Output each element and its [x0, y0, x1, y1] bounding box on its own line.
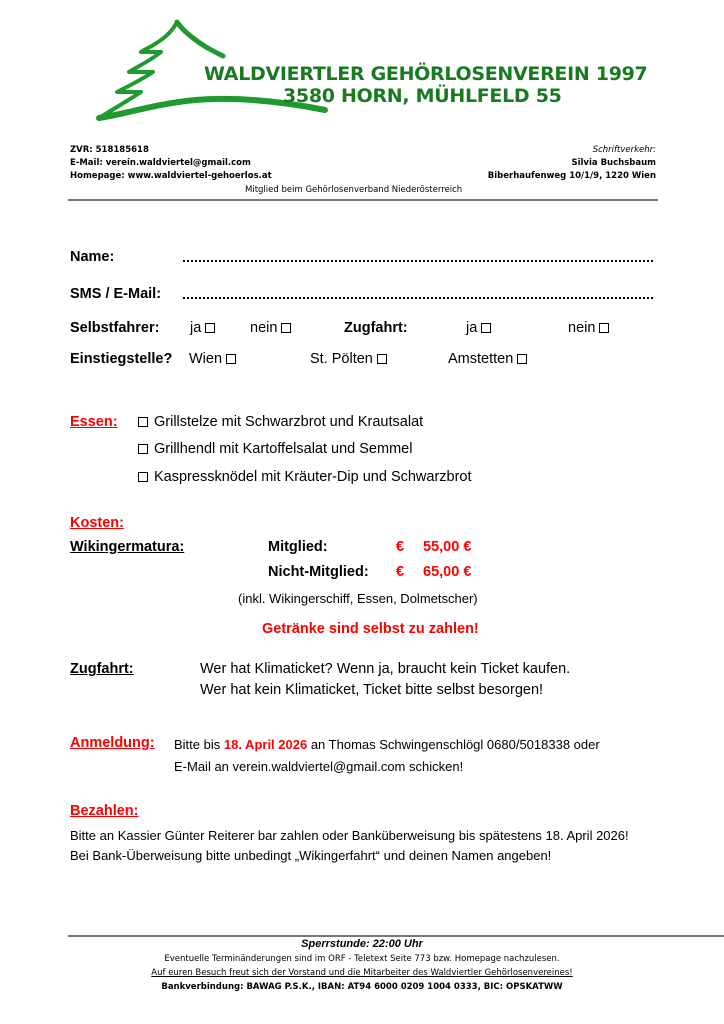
- option-label: ja: [466, 320, 478, 336]
- membership-note: Mitglied beim Gehörlosenverband Niederösterreich: [245, 185, 463, 195]
- anmeldung-line-1: [174, 737, 600, 752]
- checkbox[interactable]: [281, 323, 291, 333]
- wikingermatura-label: Wikingermatura:: [70, 539, 185, 555]
- schedule-changes-note: Eventuelle Terminänderungen sind im ORF - Teletext Seite 773 bzw. Homepage nachzulesen.: [164, 954, 560, 964]
- zugfahrt-ja-option[interactable]: [466, 320, 491, 336]
- checkbox[interactable]: [377, 354, 387, 364]
- bank-details: Bankverbindung: BAWAG P.S.K., IBAN: AT94 6000 0209 1004 0333, BIC: OPSKATWW: [161, 982, 563, 992]
- welcome-note: Auf euren Besuch freut sich der Vorstand und die Mitarbeiter des Waldviertler Gehörlosenvereines!: [151, 968, 573, 978]
- option-label: Grillhendl mit Kartoffelsalat und Semmel: [154, 441, 413, 457]
- nonmember-price: 65,00 €: [423, 564, 472, 580]
- einstieg-amstetten-option[interactable]: [448, 351, 527, 367]
- correspondence-label: Schriftverkehr:: [592, 145, 656, 155]
- curfew-note: Sperrstunde: 22:00 Uhr: [301, 938, 423, 950]
- correspondence-address: Biberhaufenweg 10/1/9, 1220 Wien: [487, 171, 656, 181]
- anmeldung-line-2: E-Mail an verein.waldviertel@gmail.com schicken!: [174, 759, 464, 774]
- member-label: Mitglied:: [268, 539, 328, 555]
- anmeldung-label: Anmeldung:: [70, 735, 155, 751]
- checkbox[interactable]: [481, 323, 491, 333]
- essen-option[interactable]: [138, 441, 412, 457]
- einstieg-stpoelten-option[interactable]: [310, 351, 387, 367]
- club-name: WALDVIERTLER GEHÖRLOSENVEREIN 1997: [204, 63, 648, 85]
- drinks-note: Getränke sind selbst zu zahlen!: [262, 621, 479, 637]
- selbstfahrer-ja-option[interactable]: [190, 320, 215, 336]
- header-divider: [68, 199, 658, 201]
- contact-field[interactable]: [183, 297, 653, 299]
- zugfahrt-form-label: Zugfahrt:: [344, 320, 408, 336]
- essen-option[interactable]: [138, 469, 472, 485]
- anmeldung-contact: an Thomas Schwingenschlögl 0680/5018338 oder: [307, 737, 600, 752]
- essen-label: Essen:: [70, 414, 118, 430]
- bezahlen-line-2: Bei Bank-Überweisung bitte unbedingt „Wikingerfahrt“ und deinen Namen angeben!: [70, 848, 552, 863]
- option-label: nein: [568, 320, 596, 336]
- zugfahrt-line-1: Wer hat Klimaticket? Wenn ja, braucht kein Ticket kaufen.: [200, 661, 571, 677]
- nonmember-label: Nicht-Mitglied:: [268, 564, 369, 580]
- name-field[interactable]: [183, 260, 653, 262]
- name-label: Name:: [70, 249, 115, 265]
- contact-label: SMS / E-Mail:: [70, 286, 162, 302]
- member-price: 55,00 €: [423, 539, 472, 555]
- option-label: Amstetten: [448, 351, 514, 367]
- price-includes-note: (inkl. Wikingerschiff, Essen, Dolmetscher): [238, 591, 478, 606]
- bezahlen-line-1: Bitte an Kassier Günter Reiterer bar zahlen oder Banküberweisung bis spätestens 18. April 2026!: [70, 828, 629, 843]
- einstieg-wien-option[interactable]: [189, 351, 236, 367]
- zvr-number: ZVR: 518185618: [70, 145, 149, 155]
- checkbox[interactable]: [138, 472, 148, 482]
- option-label: Kaspressknödel mit Kräuter-Dip und Schwarzbrot: [154, 469, 472, 485]
- option-label: Wien: [189, 351, 223, 367]
- checkbox[interactable]: [226, 354, 236, 364]
- contact-email[interactable]: E-Mail: verein.waldviertel@gmail.com: [70, 158, 251, 168]
- member-currency: €: [396, 539, 405, 555]
- option-label: nein: [250, 320, 278, 336]
- footer-divider: [68, 935, 724, 937]
- zugfahrt-line-2: Wer hat kein Klimaticket, Ticket bitte selbst besorgen!: [200, 682, 544, 698]
- selbstfahrer-label: Selbstfahrer:: [70, 320, 160, 336]
- club-address: 3580 HORN, MÜHLFELD 55: [283, 85, 562, 107]
- correspondence-name: Silvia Buchsbaum: [571, 158, 656, 168]
- zugfahrt-label: Zugfahrt:: [70, 661, 134, 677]
- anmeldung-deadline: 18. April 2026: [223, 737, 308, 752]
- einstieg-label: Einstiegstelle?: [70, 351, 173, 367]
- checkbox[interactable]: [517, 354, 527, 364]
- selbstfahrer-nein-option[interactable]: [250, 320, 291, 336]
- checkbox[interactable]: [205, 323, 215, 333]
- essen-option[interactable]: [138, 414, 423, 430]
- nonmember-currency: €: [396, 564, 405, 580]
- anmeldung-text: Bitte bis: [174, 737, 224, 752]
- option-label: ja: [190, 320, 202, 336]
- checkbox[interactable]: [599, 323, 609, 333]
- checkbox[interactable]: [138, 417, 148, 427]
- bezahlen-label: Bezahlen:: [70, 803, 139, 819]
- zugfahrt-nein-option[interactable]: [568, 320, 609, 336]
- option-label: St. Pölten: [310, 351, 373, 367]
- homepage-link[interactable]: Homepage: www.waldviertel-gehoerlos.at: [70, 171, 272, 181]
- kosten-label: Kosten:: [70, 515, 124, 531]
- option-label: Grillstelze mit Schwarzbrot und Krautsalat: [154, 414, 424, 430]
- checkbox[interactable]: [138, 444, 148, 454]
